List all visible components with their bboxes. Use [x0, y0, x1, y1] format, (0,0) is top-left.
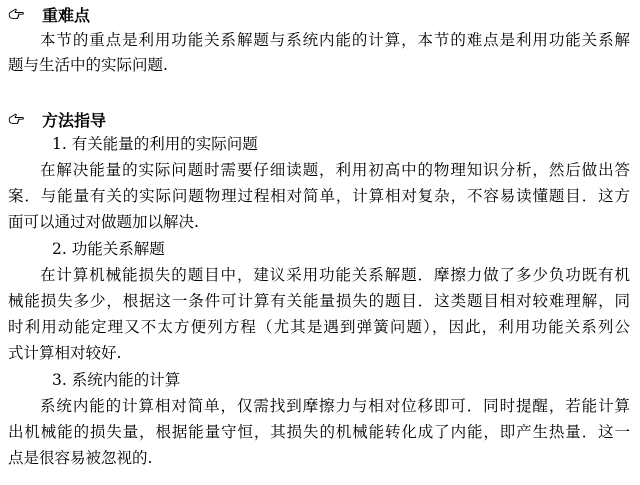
paragraph-line: 时利用动能定理又不太方便列方程（尤其是遇到弹簧问题），因此，利用功能关系列公: [8, 318, 630, 336]
pointing-hand-icon: [8, 8, 24, 20]
subsection-title: 3. 系统内能的计算: [52, 371, 181, 389]
paragraph-line: 题与生活中的实际问题.: [8, 56, 168, 74]
pointing-hand-icon: [8, 113, 24, 125]
paragraph-line: 在计算机械能损失的题目中，建议采用功能关系解题．摩擦力做了多少负功既有机: [40, 266, 630, 284]
section-heading-key-points: [8, 3, 90, 25]
paragraph-line: 点是很容易被忽视的.: [8, 449, 153, 467]
paragraph-line: 案．与能量有关的实际问题物理过程相对简单，计算相对复杂，不容易读懂题目．这方: [8, 187, 630, 205]
paragraph-line: 系统内能的计算相对简单，仅需找到摩擦力与相对位移即可．同时提醒，若能计算: [40, 397, 630, 415]
section-heading-method-guide: [8, 108, 106, 130]
paragraph-line: 面可以通过对做题加以解决.: [8, 213, 199, 231]
paragraph-line: 本节的重点是利用功能关系解题与系统内能的计算，本节的难点是利用功能关系解: [40, 31, 630, 49]
paragraph-line: 在解决能量的实际问题时需要仔细读题，利用初高中的物理知识分析，然后做出答: [40, 161, 630, 179]
section-heading-text: 重难点: [42, 5, 91, 25]
section-heading-text: 方法指导: [42, 110, 107, 130]
subsection-title: 1. 有关能量的利用的实际问题: [52, 135, 258, 153]
paragraph-line: 械能损失多少，根据这一条件可计算有关能量损失的题目．这类题目相对较难理解，同: [8, 292, 630, 310]
paragraph-line: 出机械能的损失量，根据能量守恒，其损失的机械能转化成了内能，即产生热量．这一: [8, 423, 630, 441]
paragraph-line: 式计算相对较好.: [8, 344, 122, 362]
subsection-title: 2. 功能关系解题: [52, 240, 165, 258]
